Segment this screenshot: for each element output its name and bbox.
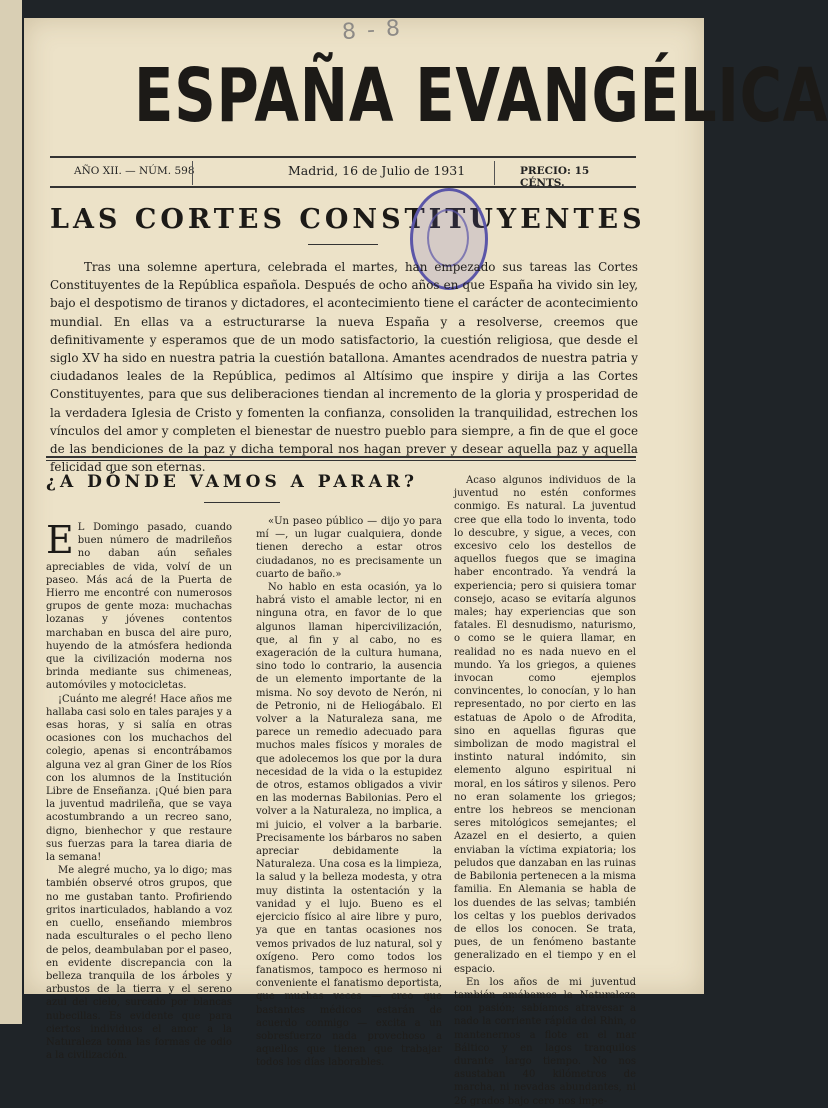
paragraph: ¡Cuánto me alegré! Hace años me hallaba casi solo en tales parajes y a esas horas, y si salía en otras ocasiones con los muchachos del colegio, apenas si encontrábamos alguna vez al gran Giner de los Ríos con los alumnos de la Institución Libre de Enseñanza. ¡Qué bien para la juventud madrileña, que se vaya acostumbrando a un recreo sano, digno, bienhechor y que restaure sus fuerzas para la tarea diaria de la semana! [46, 693, 232, 864]
issue-number: AÑO XII. — NÚM. 598 [74, 165, 195, 177]
paragraph: Me alegré mucho, ya lo digo; mas también observé otros grupos, que no me gustaban tanto. Profiriendo gritos inarticulados, hablando a voz en cuello, enseñando miembros nada esculturales o el pecho lleno de pelos, deambulaban por el paseo, en evidente discrepancia con la belleza tranquila de los árboles y arbustos de la tierra y el sereno azul del cielo, surcado por blancas nubecillas. Es evidente que para ciertos individuos el amor a la Naturaleza toma las formas de odio a la civilización. [46, 865, 232, 1062]
section-rule [46, 460, 636, 461]
masthead-title: ESPAÑA EVANGÉLICA [134, 53, 828, 139]
paragraph: En los años de mi juventud también amábamos la Naturaleza con pasión; sabíamos atravesar a nado la corriente rápida del Rhin, o mantenernos a flote en el mar Báltico y en lagos tranquilos durante largo tiempo. No nos asustaban 40 kilómetros de marcha, ni nevadas abundantes, ni 26 grados bajo cero nos impe- [454, 976, 636, 1107]
lead-headline: LAS CORTES CONSTITUYENTES [50, 204, 646, 235]
lead-article-body: Tras una solemne apertura, celebrada el martes, han empezado sus tareas las Cortes Constituyentes de la República española. Después de ocho años en que España ha vivido sin ley, bajo el despotismo de tiranos y dictadores, el acontecimiento tiene el carácter de acontecimiento mundial. En ellas va a estructurarse la nueva España y a resolverse, creemos que definitivamente y esperamos que de un modo satisfactorio, la cuestión religiosa, que desde el siglo XV ha sido en nuestra patria la cuestión batallona. Amantes acendrados de nuestra patria y ciudadanos leales de la República, pedimos al Altísimo que inspire y dirija a las Cortes Constituyentes, para que sus deliberaciones tiendan al incremento de la gloria y prosperidad de la verdadera Iglesia de Cristo y fomenten la confianza, consoliden la tranquilidad, estrechen los vínculos del amor y completen el bienestar de nuestro pueblo para siempre, a fin de que el goce de las bendiciones de la paz y dicha temporal nos hagan prever y desear aquella paz y aquella felicidad que son eternas. [50, 260, 638, 475]
info-divider [192, 161, 193, 185]
handwritten-note: 8 - 8 [341, 15, 403, 46]
headline-divider [308, 244, 378, 245]
title-divider [204, 502, 280, 503]
second-article-title: ¿A DÓNDE VAMOS A PARAR? [46, 472, 418, 492]
adjacent-page-edge [0, 0, 22, 1024]
article-column-1 [46, 518, 232, 1062]
paragraph: E L Domingo pasado, cuando buen número de madrileños no daban aún señales apreciables de vida, volví de un paseo. Más acá de la Puerta de Hierro me encontré con numerosos grupos de gente moza: muchachas lozanas y jóvenes contentos marchaban en busca del aire puro, huyendo de la atmósfera hedionda que la civilización moderna nos brinda mediante sus chimeneas, automóviles y motocicletas. [46, 518, 232, 692]
article-column-3 [454, 474, 636, 1108]
newspaper-page [24, 15, 828, 1107]
issue-date: Madrid, 16 de Julio de 1931 [288, 163, 466, 178]
section-rule [46, 456, 636, 458]
article-column-2 [256, 515, 442, 1070]
info-divider [494, 161, 495, 185]
paragraph: «Un paseo público — dijo yo para mí —, un lugar cualquiera, donde tienen derecho a estar otros ciudadanos, no es precisamente un cuarto de baño.» [256, 516, 442, 580]
paragraph: Acaso algunos individuos de la juventud no estén conformes conmigo. Es natural. La juventud cree que ella todo lo inventa, todo lo descubre, y sigue, a veces, con excesivo celo los destellos de aquellos fuegos que se imagina haber encontrado. Ya vendrá la experiencia; pero si quisiera tomar consejo, acaso se evitaría algunos males; hay experiencias que son fatales. El desnudismo, naturismo, o como se le quiera llamar, en realidad no es nada nuevo en el mundo. Ya los griegos, a quienes invocan como ejemplos convincentes, lo conocían, y lo han representado, no por cierto en las estatuas de Apolo o de Afrodita, sino en aquellas figuras que simbolizan de modo magistral el instinto natural indómito, sin elemento alguno espiritual ni moral, en los sátiros y silenos. Pero no eran solamente los griegos; entre los hebreos se mencionan seres mitológicos semejantes; el Azazel en el desierto, a quien enviaban la víctima expiatoria; los peludos que danzaban en las ruinas de Babilonia pertenecen a la misma familia. En Alemania se habla de los duendes de las selvas; también los celtas y los pueblos derivados de ellos los conocen. Se trata, pues, de un fenómeno bastante generalizado en el tiempo y en el espacio. [454, 475, 636, 975]
masthead-rule-bottom [50, 186, 636, 188]
paragraph: No hablo en esta ocasión, ya lo habrá visto el amable lector, ni en ninguna otra, en favor de lo que algunos llaman hipercivilización, que, al fin y al cabo, no es exageración de la cultura humana, sino todo lo contrario, la ausencia de un elemento importante de la misma. No soy devoto de Nerón, ni de Petronio, ni de Heliogábalo. El volver a la Naturaleza sana, me parece un remedio adecuado para muchos males físicos y morales de que adolecemos los que por la dura necesidad de la vida o la estupidez de otros, estamos obligados a vivir en las modernas Babilonias. Pero el volver a la Naturaleza, no implica, a mi juicio, el volver a la barbarie. Precisamente los bárbaros no saben apreciar debidamente la Naturaleza. Una cosa es la limpieza, la salud y la belleza modesta, y otra muy distinta la ostentación y la vanidad y el lujo. Bueno es el ejercicio físico al aire libre y puro, ya que en tantas ocasiones nos vemos privados de luz natural, sol y oxígeno. Pero como todos los fanatismos, tampoco es hermoso ni conveniente el fanatismo deportista, que muchas veces — creo que bastantes médicos estarán de acuerdo conmigo — excita a un sobresfuerzo nada provechoso a aquellos que tienen que trabajar todos los días laborables. [256, 582, 442, 1069]
masthead-rule-top [50, 156, 636, 158]
drop-cap: E [46, 518, 74, 562]
issue-info-bar [50, 159, 636, 189]
issue-price: PRECIO: 15 CÉNTS. [520, 165, 590, 189]
